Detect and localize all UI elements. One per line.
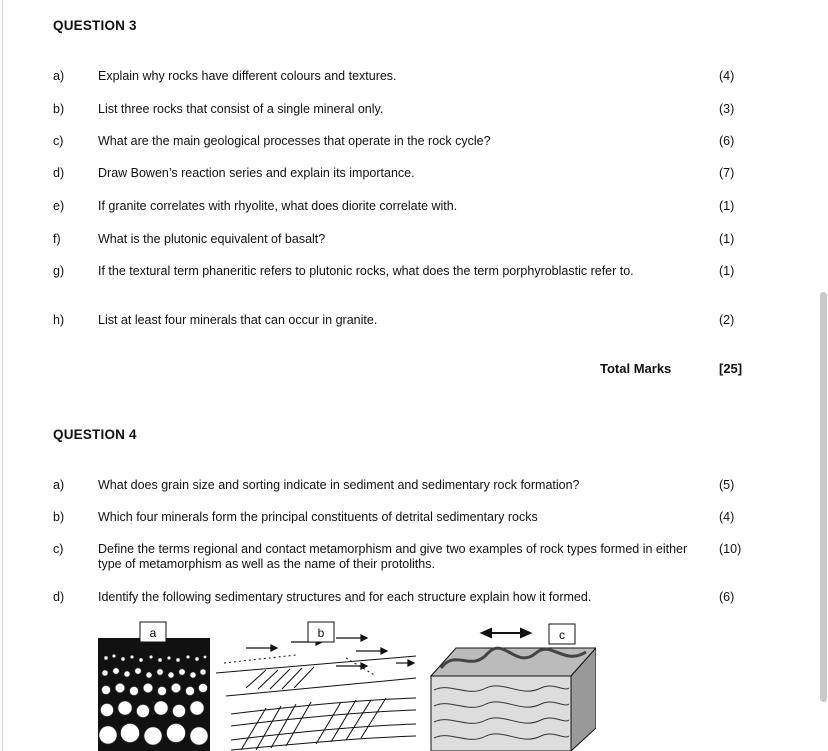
ripple-marks-illustration <box>431 624 596 751</box>
item-letter: a) <box>53 69 65 83</box>
item-text: Define the terms regional and contact metamorphism and give two examples of rock types formed in either type of metamorphism as well as the name of their protoliths. <box>98 542 688 571</box>
item-letter: c) <box>53 134 64 148</box>
item-text: If granite correlates with rhyolite, what does diorite correlate with. <box>98 199 458 213</box>
question-4-heading: QUESTION 4 <box>53 427 137 442</box>
cross-bedding-illustration <box>216 622 416 750</box>
question-3-heading: QUESTION 3 <box>53 18 137 33</box>
item-text: Draw Bowen’s reaction series and explain its importance. <box>98 166 415 180</box>
item-marks: (2) <box>719 313 735 327</box>
item-marks: (3) <box>719 102 735 116</box>
item-letter: f) <box>53 232 61 246</box>
item-letter: e) <box>53 199 65 213</box>
item-letter: a) <box>53 478 65 492</box>
item-letter: d) <box>53 166 65 180</box>
figure-label-b: b <box>317 626 325 640</box>
item-text: List three rocks that consist of a single mineral only. <box>98 102 384 116</box>
item-text: What are the main geological processes that operate in the rock cycle? <box>98 134 491 148</box>
item-marks: (1) <box>719 232 735 246</box>
item-marks: (5) <box>719 478 735 492</box>
figure-label-c: c <box>559 628 565 642</box>
item-letter: c) <box>53 542 64 556</box>
item-marks: (4) <box>719 69 735 83</box>
graded-bedding-illustration <box>98 622 210 751</box>
item-marks: (6) <box>719 590 735 604</box>
item-marks: (10) <box>719 542 742 556</box>
figure-label-a: a <box>149 626 157 640</box>
total-marks-label: Total Marks <box>600 361 672 376</box>
item-marks: (1) <box>719 199 735 213</box>
item-marks: (6) <box>719 134 735 148</box>
item-text: If the textural term phaneritic refers to plutonic rocks, what does the term porphyroblastic refer to. <box>98 264 634 278</box>
item-letter: b) <box>53 510 65 524</box>
total-marks-value: [25] <box>719 361 743 376</box>
item-text: Identify the following sedimentary structures and for each structure explain how it formed. <box>98 590 592 604</box>
item-marks: (4) <box>719 510 735 524</box>
item-text: What does grain size and sorting indicate in sediment and sedimentary rock formation? <box>98 478 580 492</box>
item-text: List at least four minerals that can occur in granite. <box>98 313 378 327</box>
item-letter: d) <box>53 590 65 604</box>
item-letter: h) <box>53 313 65 327</box>
sedimentary-structures-figure <box>96 618 596 751</box>
item-text: Which four minerals form the principal constituents of detrital sedimentary rocks <box>98 510 538 524</box>
page-edge <box>2 0 3 751</box>
item-letter: g) <box>53 264 65 278</box>
item-marks: (7) <box>719 166 735 180</box>
item-letter: b) <box>53 102 65 116</box>
item-marks: (1) <box>719 264 735 278</box>
item-text: What is the plutonic equivalent of basalt? <box>98 232 326 246</box>
vertical-scrollbar[interactable] <box>820 292 827 702</box>
item-text: Explain why rocks have different colours and textures. <box>98 69 397 83</box>
